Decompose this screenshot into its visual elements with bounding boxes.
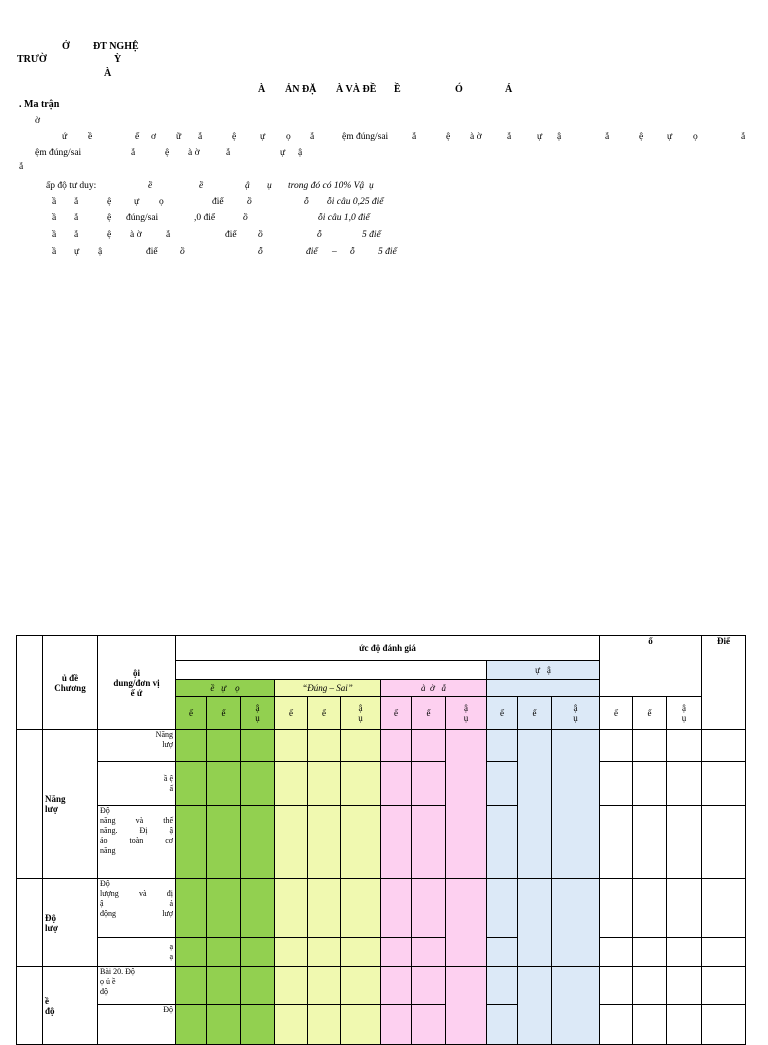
row-index-cell xyxy=(17,879,43,967)
bullet5-m6: điể xyxy=(306,247,318,257)
row-topic-text: Độ lượ xyxy=(45,912,58,933)
bullet3-m2: ệ xyxy=(107,213,112,223)
essay-w1: ự xyxy=(535,665,541,675)
line1-w17: ậ xyxy=(557,132,562,142)
row-content xyxy=(98,762,176,806)
line1-w14: à ờ xyxy=(470,132,482,142)
bullet1-tail: ụ xyxy=(369,181,374,191)
row-index-cell xyxy=(17,730,43,879)
bullet1-m2: ề xyxy=(199,181,204,191)
line2-w5: ắ xyxy=(226,148,231,158)
bullet2-right: ỗi câu 0,25 điể xyxy=(327,197,384,207)
bullet1-right: trong đó có 10% Vậ xyxy=(288,181,365,191)
line1-w6: ắ xyxy=(198,132,203,142)
school-line3: À xyxy=(104,68,112,79)
short-level-3-text: ậ ụ xyxy=(463,703,469,723)
header-topic-text: ủ đề Chương xyxy=(54,672,86,693)
bullet5-m1: ự xyxy=(74,247,80,257)
table-row xyxy=(17,967,746,1005)
total-level-2: ể xyxy=(633,697,667,730)
total-level-1: ế xyxy=(600,697,633,730)
mcq-w3: ọ xyxy=(235,683,240,693)
line1-w10: ắ xyxy=(310,132,315,142)
bullet3-left: ầ xyxy=(52,213,57,223)
tf-level-3 xyxy=(341,697,381,730)
row-index-cell xyxy=(17,967,43,1045)
bullet4-m3: à ờ xyxy=(130,230,142,240)
line2-w6: ự xyxy=(280,148,286,158)
line3: ắ xyxy=(19,162,24,172)
row-content xyxy=(98,938,176,967)
bullet2-m1: ắ xyxy=(74,197,79,207)
tf-level-3-text: ậ ụ xyxy=(358,703,363,723)
line2-w3: ệ xyxy=(165,148,170,158)
line2-w7: ậ xyxy=(298,148,303,158)
line1-w18: ắ xyxy=(605,132,610,142)
line1-w11: ệm đúng/sai xyxy=(342,132,389,142)
bullet2-m4: ọ xyxy=(159,197,164,207)
table-row xyxy=(17,938,746,967)
header-blank xyxy=(176,661,487,680)
bullet2-m2: ệ xyxy=(107,197,112,207)
line1-w20: ự xyxy=(667,132,673,142)
line1-w5: ữ xyxy=(176,132,182,142)
bullet5-m8: ỗ xyxy=(350,247,355,257)
short-w3: ắ xyxy=(441,683,447,693)
line1-w2: ề xyxy=(88,132,93,142)
line1-w22: ắ xyxy=(741,132,746,142)
total-level-3 xyxy=(667,697,702,730)
header-essay-group xyxy=(487,661,600,680)
table-header-row-1 xyxy=(17,636,746,661)
row-topic-text: Năng lượ xyxy=(45,794,66,814)
table-row xyxy=(17,806,746,879)
school-line2-right: Ỳ xyxy=(114,54,122,65)
bullet5-left: ầ xyxy=(52,247,57,257)
row-topic xyxy=(43,730,98,879)
line2-w4: à ờ xyxy=(188,148,200,158)
short-w2: ờ xyxy=(429,683,435,693)
line1-w7: ệ xyxy=(232,132,237,142)
tf-level-1: ế xyxy=(275,697,308,730)
row-content-text: ầ ệ ấ xyxy=(163,773,173,793)
bullet3-m4: ,0 điể xyxy=(194,213,216,223)
row-content xyxy=(98,1005,176,1045)
row-content-text: Độ lượng và đị ậ ả động lượ xyxy=(100,879,173,918)
short-level-3 xyxy=(446,697,487,730)
doc-title-part-4: Ề xyxy=(394,84,401,95)
school-line1-right: ĐT NGHỆ xyxy=(93,41,139,52)
mcq-level-1: ế xyxy=(176,697,207,730)
doc-title-part-3: À VÀ ĐỀ xyxy=(336,84,377,95)
mcq-w2: ự xyxy=(221,683,227,693)
table-row xyxy=(17,1005,746,1045)
row-content xyxy=(98,967,176,1005)
header-short-group xyxy=(381,680,487,697)
essay-level-1: ế xyxy=(487,697,518,730)
section-line-b: ờ xyxy=(35,116,41,126)
doc-title-part-1: À xyxy=(258,84,266,95)
essay-level-3 xyxy=(552,697,600,730)
bullet1-m4: ụ xyxy=(267,181,272,191)
tf-level-2: ể xyxy=(308,697,341,730)
line1-w15: ắ xyxy=(507,132,512,142)
header-index-cell xyxy=(17,636,43,730)
essay-level-3-text: ậ ụ xyxy=(573,703,578,723)
bullet3-right: ỗi câu 1,0 điể xyxy=(318,213,370,223)
row-content-text: Độ năng và thế năng. Đị ậ ảo toàn cơ năng xyxy=(100,806,173,855)
row-content-text: Độ xyxy=(163,1005,173,1014)
header-content xyxy=(98,636,176,730)
header-total: ổ xyxy=(600,636,702,697)
mcq-w1: ề xyxy=(210,683,215,693)
mcq-level-3 xyxy=(241,697,275,730)
line1-w8: ự xyxy=(260,132,266,142)
bullet2-left: ầ xyxy=(52,197,57,207)
line1-w13: ệ xyxy=(446,132,451,142)
bullet1-m3: ậ xyxy=(245,181,250,191)
bullet4-m1: ắ xyxy=(74,230,79,240)
school-line1-left: Ở xyxy=(62,41,70,52)
short-w1: à xyxy=(420,683,426,693)
row-content xyxy=(98,730,176,762)
line1-w1: ứ xyxy=(62,132,68,142)
header-topic xyxy=(43,636,98,730)
row-topic xyxy=(43,967,98,1045)
bullet2-m6: ồ xyxy=(247,197,252,207)
bullet4-right: 5 điể xyxy=(362,230,381,240)
bullet4-left: ầ xyxy=(52,230,57,240)
short-level-2: ể xyxy=(412,697,446,730)
line2-w2: ắ xyxy=(131,148,136,158)
table-row xyxy=(17,762,746,806)
bullet5-m3: điể xyxy=(146,247,158,257)
table-row xyxy=(17,879,746,938)
row-topic-text: ề độ xyxy=(45,995,55,1016)
mcq-level-2: ể xyxy=(207,697,241,730)
bullet5-m4: ồ xyxy=(180,247,185,257)
doc-title-part-5: Ó xyxy=(455,84,463,95)
bullet5-right: 5 điể xyxy=(378,247,397,257)
bullet5-m7: – xyxy=(332,247,337,257)
school-line2-left: TRƯỜ xyxy=(17,54,47,65)
line1-w9: ọ xyxy=(286,132,291,142)
doc-title-part-6: Á xyxy=(505,84,513,95)
bullet5-m5: ỗ xyxy=(258,247,263,257)
header-essay-sub xyxy=(487,680,600,697)
line1-w21: ọ xyxy=(693,132,698,142)
line1-w3: ế xyxy=(135,132,140,142)
bullet1-left: ấp độ tư duy: xyxy=(46,181,97,191)
row-content-text: Bài 20. Độ ọ ủ ề độ xyxy=(100,967,135,996)
bullet3-m5: ồ xyxy=(243,213,248,223)
bullet2-m7: ỗ xyxy=(304,197,309,207)
essay-w2: ậ xyxy=(546,665,551,675)
bullet4-m4: ắ xyxy=(166,230,171,240)
header-mcq-group xyxy=(176,680,275,697)
row-content xyxy=(98,806,176,879)
row-content-text: ạ ạ xyxy=(169,942,173,961)
essay-level-2: ể xyxy=(518,697,552,730)
row-topic xyxy=(43,879,98,967)
header-tf-group: “Đúng – Sai” xyxy=(275,680,381,697)
assessment-matrix-table xyxy=(16,635,746,1045)
table-row xyxy=(17,730,746,762)
total-level-3-text: ậ ụ xyxy=(681,703,687,723)
short-level-1: ế xyxy=(381,697,412,730)
line1-w19: ệ xyxy=(639,132,644,142)
bullet4-m7: ỗ xyxy=(317,230,322,240)
bullet3-m1: ắ xyxy=(74,213,79,223)
row-content-text: Năng lượ xyxy=(155,730,173,749)
line1-w16: ự xyxy=(537,132,543,142)
bullet3-m3: đúng/sai xyxy=(126,213,159,223)
header-score: Điể xyxy=(702,636,746,730)
bullet4-m5: điể xyxy=(225,230,237,240)
line1-w4: ơ xyxy=(151,132,157,142)
doc-title-part-2: ẢN ĐẶ xyxy=(285,84,317,95)
mcq-level-3-text: ậ ụ xyxy=(255,703,260,723)
line2-w1: ệm đúng/sai xyxy=(35,148,82,158)
bullet4-m6: ồ xyxy=(258,230,263,240)
bullet2-m5: điể xyxy=(212,197,224,207)
section-heading: . Ma trận xyxy=(19,99,60,110)
row-content xyxy=(98,879,176,938)
bullet1-m1: ề xyxy=(148,181,153,191)
header-level: ức độ đánh giá xyxy=(176,636,600,661)
header-content-text: ội dung/đơn vị ế ứ xyxy=(113,667,160,698)
line1-w12: ắ xyxy=(412,132,417,142)
bullet4-m2: ệ xyxy=(107,230,112,240)
bullet2-m3: ự xyxy=(134,197,140,207)
bullet5-m2: ậ xyxy=(98,247,103,257)
